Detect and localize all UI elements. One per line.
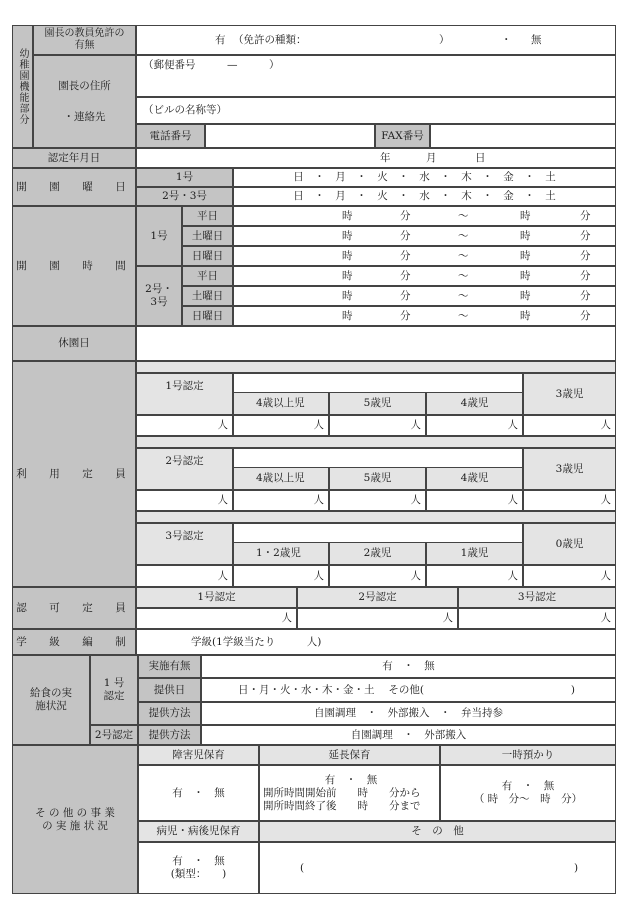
certified-date-field[interactable] [136, 148, 616, 168]
meals-cert-1-bottom: 認定 [103, 690, 125, 702]
hour-start: 時 [342, 269, 353, 282]
license-none: 無 [531, 33, 542, 46]
meals-label-top: 給食の実 [30, 687, 72, 699]
disabled-care-header: 障害児保育 [138, 745, 259, 765]
capacity-last-col: 3歳児 [523, 448, 616, 490]
principal-license-label [33, 25, 136, 55]
certified-month: 月 [426, 151, 437, 164]
tilde: 〜 [458, 249, 469, 262]
hour-end: 時 [520, 269, 531, 282]
approved-cert-2: 2号認定 [297, 587, 458, 608]
capacity-sub-col-2: 4歳児 [426, 467, 523, 490]
hour-start: 時 [342, 249, 353, 262]
tilde: 〜 [458, 309, 469, 322]
principal-license-label-text: 園長の教員免許の有無 [44, 28, 125, 51]
minute-end: 分 [580, 249, 591, 262]
temp-care-value[interactable] [440, 765, 616, 821]
capacity-cert-label: 3号認定 [136, 523, 233, 565]
capacity-value[interactable]: 人 [233, 490, 329, 511]
open-hours-label: 開 園 時 間 [12, 206, 136, 326]
meals-row-key: 提供方法 [138, 725, 201, 745]
tilde: 〜 [458, 289, 469, 302]
certified-day: 日 [475, 151, 486, 164]
meals-cert-2: 2号認定 [90, 725, 138, 745]
hours-row-day: 土曜日 [182, 226, 233, 246]
extended-care-line3: 開所時間終了後 時 分まで [263, 799, 421, 812]
minute-start: 分 [400, 209, 411, 222]
hours-row[interactable] [233, 266, 616, 286]
capacity-value[interactable]: 人 [329, 490, 426, 511]
minute-end: 分 [580, 209, 591, 222]
capacity-sub-col-2: 4歳児 [426, 392, 523, 415]
certified-date-label: 認定年月日 [12, 148, 136, 168]
license-type-suffix: ） [439, 33, 450, 46]
capacity-span-top [233, 523, 523, 542]
holidays-label: 休園日 [12, 326, 136, 361]
hour-end: 時 [520, 249, 531, 262]
hour-end: 時 [520, 229, 531, 242]
capacity-value[interactable]: 人 [233, 565, 329, 587]
hour-start: 時 [342, 209, 353, 222]
class-system-label: 学 級 編 制 [12, 629, 136, 655]
minute-start: 分 [400, 309, 411, 322]
minute-end: 分 [580, 269, 591, 282]
approved-capacity-label: 認 可 定 員 [12, 587, 136, 629]
approved-cert-3: 3号認定 [458, 587, 616, 608]
meals-label [12, 655, 90, 745]
capacity-label: 利 用 定 員 [12, 361, 136, 587]
minute-end: 分 [580, 309, 591, 322]
hours-row[interactable] [233, 226, 616, 246]
other-services-label-bottom: の 実 施 状 況 [42, 819, 108, 832]
hours-row[interactable] [233, 286, 616, 306]
other-services-label-top: そ の 他 の 事 業 [35, 806, 115, 819]
other-header: そ の 他 [259, 821, 616, 842]
hour-end: 時 [520, 309, 531, 322]
phone-label: 電話番号 [136, 124, 205, 148]
capacity-span-label: 4歳以上児 [233, 392, 329, 415]
minute-end: 分 [580, 229, 591, 242]
meals-row-key: 実施有無 [138, 655, 201, 678]
tilde: 〜 [458, 229, 469, 242]
extended-care-value[interactable] [259, 765, 440, 821]
meals-row-value[interactable]: 日・月・火・水・木・金・土 その他( ) [201, 678, 616, 702]
capacity-value[interactable]: 人 [523, 565, 616, 587]
hours-row[interactable] [233, 246, 616, 266]
sick-care-line1: 有 ・ 無 [172, 855, 225, 867]
temp-care-line1: 有 ・ 無 [501, 780, 555, 792]
fax-field[interactable] [430, 124, 616, 148]
approved-value-1[interactable]: 人 [136, 608, 297, 629]
open-days-type-2: 2号・3号 [136, 187, 233, 206]
tilde: 〜 [458, 269, 469, 282]
sick-care-line2: (類型： ) [170, 868, 227, 880]
principal-license-value[interactable] [136, 25, 616, 55]
capacity-sub-col-1: 5歳児 [329, 392, 426, 415]
meals-row-key: 提供日 [138, 678, 201, 702]
minute-end: 分 [580, 289, 591, 302]
hours-row-day: 平日 [182, 206, 233, 226]
open-hours-group-2-top: 2号・ [145, 283, 173, 295]
extended-care-line1: 有 ・ 無 [324, 773, 378, 786]
open-hours-group-1: 1号 [136, 206, 182, 266]
open-days-selector-1[interactable]: 日 ・ 月 ・ 火 ・ 水 ・ 木 ・ 金 ・ 土 [233, 168, 616, 187]
capacity-value[interactable]: 人 [426, 415, 523, 436]
hours-row-day: 日曜日 [182, 246, 233, 266]
capacity-strip-3 [136, 511, 616, 523]
hour-end: 時 [520, 289, 531, 302]
youchien-section-label: 幼稚園機能部分 [12, 25, 33, 148]
certified-year: 年 [380, 151, 391, 164]
hours-row[interactable] [233, 206, 616, 226]
hours-row-day: 土曜日 [182, 286, 233, 306]
capacity-value[interactable]: 人 [136, 490, 233, 511]
capacity-value[interactable]: 人 [329, 565, 426, 587]
phone-field[interactable] [205, 124, 375, 148]
open-hours-group-2 [136, 266, 182, 326]
capacity-cert-label: 2号認定 [136, 448, 233, 490]
approved-value-3[interactable]: 人 [458, 608, 616, 629]
temp-care-line2: （ 時 分〜 時 分） [473, 793, 583, 805]
building-name-field[interactable]: （ビルの名称等） [136, 97, 616, 124]
principal-address-label-bottom: ・連絡先 [63, 110, 106, 123]
meals-cert-1-top: 1 号 [103, 677, 125, 689]
license-dot: ・ [501, 33, 512, 46]
capacity-sub-col-1: 2歳児 [329, 542, 426, 565]
capacity-value[interactable]: 人 [426, 565, 523, 587]
capacity-value[interactable]: 人 [136, 565, 233, 587]
hour-start: 時 [342, 309, 353, 322]
approved-value-2[interactable]: 人 [297, 608, 458, 629]
sick-care-header: 病児・病後児保育 [138, 821, 259, 842]
hours-row-day: 平日 [182, 266, 233, 286]
hours-row-day: 日曜日 [182, 306, 233, 326]
hour-start: 時 [342, 229, 353, 242]
holidays-field[interactable] [136, 326, 616, 361]
meals-label-bottom: 施状況 [35, 700, 67, 712]
disabled-care-value[interactable]: 有 ・ 無 [138, 765, 259, 821]
minute-start: 分 [400, 269, 411, 282]
capacity-value[interactable]: 人 [233, 415, 329, 436]
extended-care-header: 延長保育 [259, 745, 440, 765]
fax-label: FAX番号 [375, 124, 430, 148]
capacity-sub-col-1: 5歳児 [329, 467, 426, 490]
capacity-value[interactable]: 人 [329, 415, 426, 436]
capacity-value[interactable]: 人 [426, 490, 523, 511]
capacity-cert-label: 1号認定 [136, 373, 233, 415]
license-type-prefix: （免許の種類： [233, 33, 307, 46]
open-days-label: 開 園 曜 日 [12, 168, 136, 206]
meals-row-value[interactable]: 自園調理 ・ 外部搬入 [201, 725, 616, 745]
meals-row-value[interactable]: 有 ・ 無 [201, 655, 616, 678]
sick-care-value[interactable] [138, 842, 259, 894]
principal-address-label [33, 55, 136, 148]
minute-start: 分 [400, 249, 411, 262]
capacity-sub-col-2: 1歳児 [426, 542, 523, 565]
other-close-paren: ) [574, 861, 579, 874]
other-open-paren: ( [300, 861, 305, 874]
meals-cert-1 [90, 655, 138, 725]
other-value[interactable] [259, 842, 616, 894]
capacity-span-label: 1・2歳児 [233, 542, 329, 565]
minute-start: 分 [400, 229, 411, 242]
approved-cert-1: 1号認定 [136, 587, 297, 608]
hours-row[interactable] [233, 306, 616, 326]
license-has: 有 [215, 33, 226, 46]
capacity-value[interactable]: 人 [523, 490, 616, 511]
meals-row-value[interactable]: 自園調理 ・ 外部搬入 ・ 弁当持参 [201, 702, 616, 725]
postal-code-field[interactable]: （郵便番号 — ） [136, 55, 616, 97]
hour-end: 時 [520, 209, 531, 222]
capacity-strip-2 [136, 436, 616, 448]
capacity-last-col: 0歳児 [523, 523, 616, 565]
hour-start: 時 [342, 289, 353, 302]
meals-row-key: 提供方法 [138, 702, 201, 725]
capacity-strip-1 [136, 361, 616, 373]
capacity-last-col: 3歳児 [523, 373, 616, 415]
extended-care-line2: 開所時間開始前 時 分から [263, 786, 421, 799]
open-days-type-1: 1号 [136, 168, 233, 187]
class-system-field[interactable]: 学級(1学級当たり 人) [136, 629, 616, 655]
capacity-span-label: 4歳以上児 [233, 467, 329, 490]
open-hours-group-2-bottom: 3号 [150, 296, 168, 308]
minute-start: 分 [400, 289, 411, 302]
principal-address-label-top: 園長の住所 [58, 79, 111, 92]
other-services-label [12, 745, 138, 894]
temp-care-header: 一時預かり [440, 745, 616, 765]
capacity-value[interactable]: 人 [523, 415, 616, 436]
capacity-value[interactable]: 人 [136, 415, 233, 436]
open-days-selector-2[interactable]: 日 ・ 月 ・ 火 ・ 水 ・ 木 ・ 金 ・ 土 [233, 187, 616, 206]
capacity-span-top [233, 448, 523, 467]
tilde: 〜 [458, 209, 469, 222]
